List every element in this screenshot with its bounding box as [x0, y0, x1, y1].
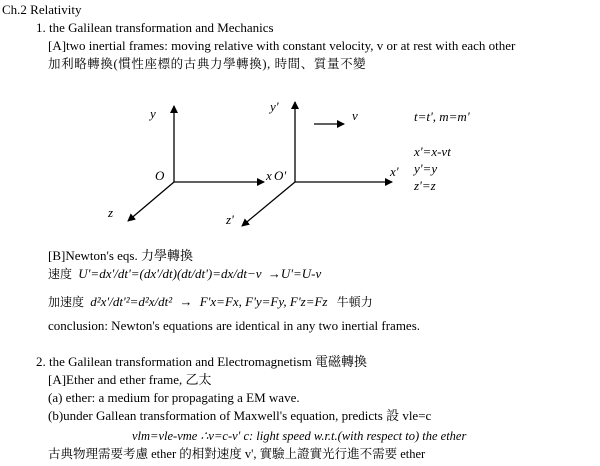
velocity-prefix: 速度: [48, 267, 73, 281]
z-axis: [128, 182, 174, 221]
ether-heading: [A]Ether and ether frame, 乙太: [48, 372, 212, 387]
section-1-title: 1. the Galilean transformation and Mechanics: [36, 20, 274, 35]
label-x-prime: x': [390, 164, 399, 179]
eq-time-mass: t=t', m=m': [414, 109, 470, 124]
ether-item-a: (a) ether: a medium for propagating a EM wave.: [48, 390, 300, 405]
eq-z-prime: z'=z: [414, 178, 436, 193]
label-z: z: [108, 205, 114, 220]
label-v: v: [352, 108, 358, 123]
newton-conclusion: conclusion: Newton's equations are identical in any two inertial frames.: [48, 318, 421, 333]
eq-x-prime: x'=x-vt: [414, 144, 451, 159]
label-y-prime: y': [270, 99, 279, 114]
section-1a-chinese: 加利略轉換(慣性座標的古典力學轉換), 時間、質量不變: [48, 57, 367, 71]
label-y: y: [150, 106, 156, 121]
section-2-title: 2. the Galilean transformation and Electromagnetism 電磁轉換: [36, 354, 368, 369]
ether-velocity-equation: vlm=vle-vme ∴v=c-v' c: light speed w.r.t.(with respect to) the ether: [132, 429, 467, 443]
acceleration-arrow: →: [179, 294, 193, 309]
acceleration-formula: d²x'/dt'²=d²x/dt²: [90, 294, 173, 309]
acceleration-prefix: 加速度: [48, 295, 85, 309]
chapter-heading: Ch.2 Relativity: [2, 2, 82, 17]
section-1a-line: [A]two inertial frames: moving relative with constant velocity, v or at rest with each other: [48, 38, 516, 53]
velocity-formula: U'=dx'/dt'=(dx'/dt)(dt/dt')=dx/dt−v: [78, 266, 262, 281]
ether-item-b: (b)under Gallean transformation of Maxwell's equation, predicts 設 vle=c: [48, 408, 432, 423]
force-equality: F'x=Fx, F'y=Fy, F'z=Fz: [199, 294, 328, 309]
label-z-prime: z': [226, 212, 234, 227]
acceleration-suffix: 牛頓力: [336, 295, 373, 309]
z-prime-axis: [242, 182, 295, 226]
acceleration-line: [48, 294, 373, 310]
label-x: x: [266, 168, 272, 183]
velocity-line: [48, 266, 321, 282]
newton-eqs-heading: [B]Newton's eqs. 力學轉換: [48, 248, 193, 263]
eq-y-prime: y'=y: [414, 161, 438, 176]
ether-chinese-note: 古典物理需要考慮 ether 的相對速度 v', 實驗上證實光行進不需要 ether: [48, 447, 426, 461]
velocity-result: →U'=U-v: [267, 266, 322, 281]
label-origin-o-prime: O': [274, 168, 287, 183]
label-origin-o: O: [155, 168, 165, 183]
